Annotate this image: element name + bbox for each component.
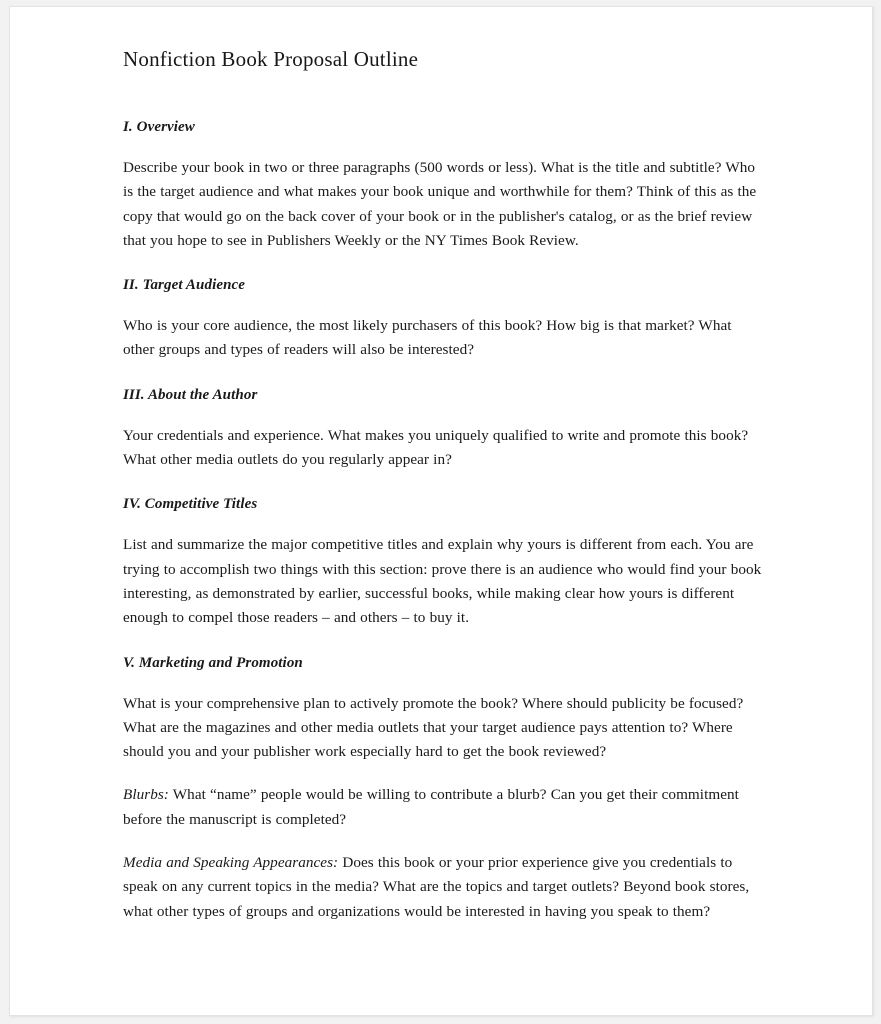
- section-paragraph-competitive-titles: List and summarize the major competitive titles and explain why yours is different from each. You are trying to accomplish two things with this section: prove there is an audience who would find your book interesting, as demonstrated by earlier, successful books, while making clear how yours is different enough to compel those readers – and others – to buy it.: [123, 536, 762, 627]
- section-paragraph-media-appearances: [123, 851, 767, 924]
- section-heading-about-the-author: III. About the Author: [123, 386, 258, 403]
- section-heading-target-audience: II. Target Audience: [123, 277, 246, 294]
- section-heading-overview: I. Overview: [123, 119, 195, 135]
- section-paragraph-blurbs: [123, 783, 767, 832]
- section-competitive-titles: [123, 494, 767, 630]
- media-appearances-paragraph-text: Does this book or your prior experience give you credentials to speak on any current topics in the media? What are the topics and target outlets? Beyond book stores, what other types of groups and organizations would be interested in having you speak to them?: [123, 854, 750, 920]
- section-overview: [123, 117, 767, 253]
- page-title: Nonfiction Book Proposal Outline: [123, 47, 419, 71]
- section-paragraph-about-the-author: Your credentials and experience. What makes you uniquely qualified to write and promote this book? What other media outlets do you regularly appear in?: [123, 426, 749, 469]
- document-page: [9, 6, 873, 1016]
- section-about-the-author: [123, 385, 767, 473]
- section-heading-competitive-titles: IV. Competitive Titles: [123, 496, 258, 513]
- section-target-audience: [123, 275, 767, 363]
- section-paragraph-target-audience: Who is your core audience, the most likely purchasers of this book? How big is that market? What other groups and types of readers will also be interested?: [123, 317, 732, 359]
- blurbs-paragraph-text: What “name” people would be willing to contribute a blurb? Can you get their commitment before the manuscript is completed?: [123, 786, 739, 828]
- document-body: [123, 45, 767, 924]
- section-marketing-and-promotion: [123, 653, 767, 924]
- blurbs-lead-in-label: Blurbs:: [123, 786, 169, 804]
- section-paragraph-overview: Describe your book in two or three paragraphs (500 words or less). What is the title and subtitle? Who is the target audience and what makes your book unique and worthwhile for them? Think of this as the copy that would go on the back cover of your book or in the publisher's catalog, or as the brief review that you hope to see in Publishers Weekly or the NY Times Book Review.: [123, 159, 757, 249]
- media-appearances-lead-in-label: Media and Speaking Appearances:: [123, 854, 339, 872]
- section-heading-marketing-and-promotion: V. Marketing and Promotion: [123, 654, 303, 671]
- section-paragraph-marketing-plan: What is your comprehensive plan to actively promote the book? Where should publicity be focused? What are the magazines and other media outlets that your target audience pays attention to? Where should you and your publisher work especially hard to get the book reviewed?: [123, 694, 744, 761]
